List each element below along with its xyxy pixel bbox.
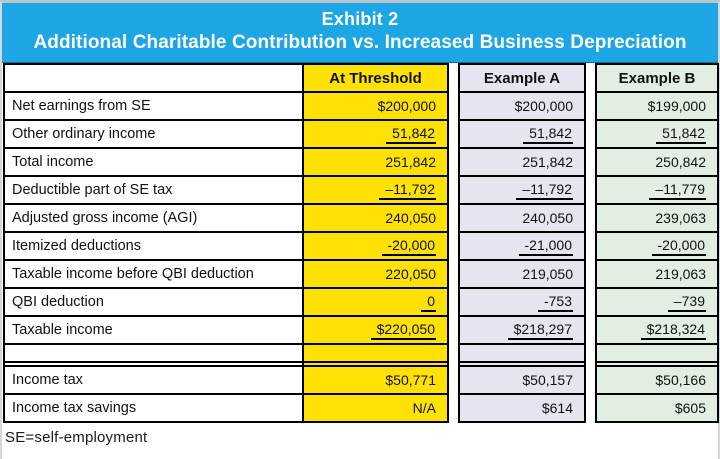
column-gap xyxy=(586,63,595,93)
row-label: Total income xyxy=(3,149,303,177)
blank-cell xyxy=(595,345,719,363)
column-gap xyxy=(449,93,458,121)
table-row xyxy=(3,395,719,423)
value-example-a: 251,842 xyxy=(458,149,586,177)
value-at-threshold: 0 xyxy=(303,289,449,317)
value-at-threshold: 251,842 xyxy=(303,149,449,177)
table-row xyxy=(3,149,719,177)
row-label: Other ordinary income xyxy=(3,121,303,149)
value-example-b: $50,166 xyxy=(595,367,719,395)
row-label: Adjusted gross income (AGI) xyxy=(3,205,303,233)
value-example-b: $199,000 xyxy=(595,93,719,121)
value-example-a: 51,842 xyxy=(458,121,586,149)
column-gap xyxy=(449,177,458,205)
value-example-a: 240,050 xyxy=(458,205,586,233)
column-gap xyxy=(586,93,595,121)
column-gap xyxy=(586,149,595,177)
table-row xyxy=(3,177,719,205)
column-gap xyxy=(586,121,595,149)
value-example-a: –11,792 xyxy=(458,177,586,205)
table-row xyxy=(3,121,719,149)
value-at-threshold: 240,050 xyxy=(303,205,449,233)
row-label: Taxable income xyxy=(3,317,303,345)
column-gap xyxy=(449,345,458,363)
value-example-b: –11,779 xyxy=(595,177,719,205)
blank-cell xyxy=(3,345,303,363)
column-gap xyxy=(449,261,458,289)
column-gap xyxy=(586,177,595,205)
value-example-b: $218,324 xyxy=(595,317,719,345)
column-gap xyxy=(449,63,458,93)
column-gap xyxy=(449,289,458,317)
column-header-at-threshold: At Threshold xyxy=(303,63,449,93)
value-at-threshold: 51,842 xyxy=(303,121,449,149)
column-gap xyxy=(449,395,458,423)
column-gap xyxy=(586,367,595,395)
table-row xyxy=(3,317,719,345)
column-gap xyxy=(586,317,595,345)
column-gap xyxy=(586,233,595,261)
column-gap xyxy=(586,345,595,363)
value-example-a: -21,000 xyxy=(458,233,586,261)
blank-row xyxy=(3,345,719,363)
table-row xyxy=(3,205,719,233)
row-label: Deductible part of SE tax xyxy=(3,177,303,205)
column-gap xyxy=(586,205,595,233)
value-example-a: -753 xyxy=(458,289,586,317)
column-gap xyxy=(449,121,458,149)
value-example-a: $50,157 xyxy=(458,367,586,395)
value-at-threshold: $50,771 xyxy=(303,367,449,395)
corner-cell xyxy=(3,63,303,93)
value-example-a: $218,297 xyxy=(458,317,586,345)
value-at-threshold: 220,050 xyxy=(303,261,449,289)
value-example-a: $200,000 xyxy=(458,93,586,121)
column-gap xyxy=(449,233,458,261)
exhibit-banner xyxy=(2,3,718,63)
table-row xyxy=(3,233,719,261)
column-gap xyxy=(449,367,458,395)
value-example-a: 219,050 xyxy=(458,261,586,289)
table-row xyxy=(3,93,719,121)
value-example-b: -20,000 xyxy=(595,233,719,261)
table-row xyxy=(3,289,719,317)
exhibit-table xyxy=(3,63,719,423)
blank-cell xyxy=(458,345,586,363)
table-row xyxy=(3,261,719,289)
row-label: Itemized deductions xyxy=(3,233,303,261)
table-row xyxy=(3,367,719,395)
column-gap xyxy=(586,395,595,423)
value-at-threshold: -20,000 xyxy=(303,233,449,261)
exhibit-title: Additional Charitable Contribution vs. Increased Business Depreciation xyxy=(33,32,687,53)
value-at-threshold: $200,000 xyxy=(303,93,449,121)
column-gap xyxy=(586,289,595,317)
value-at-threshold: $220,050 xyxy=(303,317,449,345)
value-example-a: $614 xyxy=(458,395,586,423)
row-label: Income tax xyxy=(3,367,303,395)
column-gap xyxy=(449,205,458,233)
value-example-b: 250,842 xyxy=(595,149,719,177)
value-at-threshold: –11,792 xyxy=(303,177,449,205)
value-example-b: –739 xyxy=(595,289,719,317)
row-label: QBI deduction xyxy=(3,289,303,317)
column-header-example-a: Example A xyxy=(458,63,586,93)
column-header-example-b: Example B xyxy=(595,63,719,93)
value-example-b: 51,842 xyxy=(595,121,719,149)
footnote-se-definition: SE=self-employment xyxy=(5,429,148,446)
column-gap xyxy=(449,149,458,177)
value-example-b: $605 xyxy=(595,395,719,423)
blank-cell xyxy=(303,345,449,363)
value-example-b: 219,063 xyxy=(595,261,719,289)
row-label: Net earnings from SE xyxy=(3,93,303,121)
value-at-threshold: N/A xyxy=(303,395,449,423)
column-gap xyxy=(449,317,458,345)
exhibit-number: Exhibit 2 xyxy=(321,9,399,29)
value-example-b: 239,063 xyxy=(595,205,719,233)
row-label: Income tax savings xyxy=(3,395,303,423)
column-gap xyxy=(586,261,595,289)
row-label: Taxable income before QBI deduction xyxy=(3,261,303,289)
column-header-row xyxy=(3,63,719,93)
